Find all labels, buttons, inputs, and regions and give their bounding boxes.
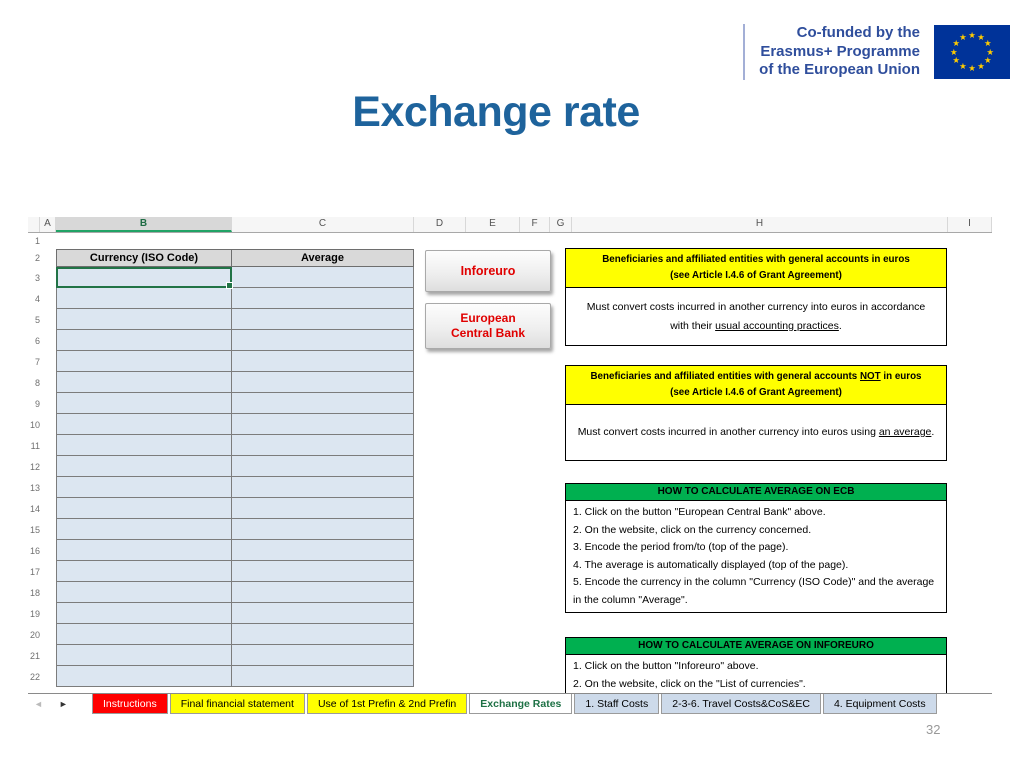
tab-equipment-costs[interactable]: 4. Equipment Costs [823, 694, 937, 714]
row-number[interactable]: 19 [29, 608, 40, 619]
ecb-step-3: 3. Encode the period from/to (top of the page). [573, 541, 789, 553]
row-number[interactable]: 15 [29, 524, 40, 535]
currency-cell[interactable] [56, 267, 232, 288]
row-number[interactable]: 11 [30, 440, 40, 451]
ecb-step-1: 1. Click on the button "European Central Bank" above. [573, 506, 826, 518]
cell-a [40, 288, 56, 309]
currency-cell[interactable] [56, 603, 232, 624]
average-cell[interactable] [232, 666, 414, 687]
header-cell-average[interactable]: Average [232, 249, 414, 267]
sheet-tab-bar [28, 693, 992, 714]
slide-title: Exchange rate [352, 88, 640, 136]
grid-row [28, 233, 992, 249]
currency-cell[interactable] [56, 372, 232, 393]
eu-flag [934, 25, 1010, 79]
tab-staff-costs[interactable]: 1. Staff Costs [574, 694, 659, 714]
cell-a [40, 477, 56, 498]
average-cell[interactable] [232, 624, 414, 645]
column-header-a[interactable]: A [40, 217, 56, 232]
average-cell[interactable] [232, 330, 414, 351]
not-euros-header-line-1 [566, 369, 946, 385]
inforeuro-button[interactable]: Inforeuro [425, 250, 551, 292]
row-number[interactable]: 1 [34, 236, 40, 246]
cell-a [40, 561, 56, 582]
row-number[interactable]: 4 [34, 293, 40, 304]
currency-cell[interactable] [56, 498, 232, 519]
row-number[interactable]: 5 [34, 314, 40, 325]
cell-a [40, 540, 56, 561]
average-cell[interactable] [232, 435, 414, 456]
cofunded-line-1: Co-funded by the [796, 24, 920, 41]
average-cell[interactable] [232, 309, 414, 330]
cell-a [40, 435, 56, 456]
column-header-i[interactable]: I [948, 217, 992, 232]
not-euros-body-text [566, 423, 946, 442]
currency-cell[interactable] [56, 393, 232, 414]
cell-a [40, 351, 56, 372]
cell-a [40, 603, 56, 624]
not-euros-title-pre: Beneficiaries and affiliated entities with general accounts [590, 371, 860, 382]
row-number[interactable]: 12 [29, 461, 40, 472]
eu-star-icon: ★ [968, 30, 976, 40]
average-cell[interactable] [232, 351, 414, 372]
currency-cell[interactable] [56, 351, 232, 372]
cell-a [40, 498, 56, 519]
cofunded-text [743, 24, 920, 80]
currency-cell[interactable] [56, 309, 232, 330]
row-number[interactable]: 9 [34, 398, 40, 409]
header-cell-currency[interactable]: Currency (ISO Code) [56, 249, 232, 267]
column-header-b[interactable]: B [56, 217, 232, 232]
cell-a [40, 330, 56, 351]
currency-cell[interactable] [56, 561, 232, 582]
eu-star-icon: ★ [959, 32, 967, 43]
not-euros-body-pre: Must convert costs incurred in another currency into euros using [577, 426, 879, 438]
average-cell[interactable] [232, 414, 414, 435]
scroll-tabs-left-icon[interactable]: ◄ [34, 699, 43, 709]
eu-star-icon: ★ [968, 63, 976, 74]
average-cell[interactable] [232, 372, 414, 393]
row-number[interactable]: 21 [29, 650, 40, 661]
not-euros-header-line-2: (see Article I.4.6 of Grant Agreement) [670, 387, 842, 398]
euros-body-pre: Must convert costs incurred in another currency into euros in accordance with their [586, 300, 926, 332]
average-cell[interactable] [232, 603, 414, 624]
currency-cell[interactable] [56, 624, 232, 645]
currency-cell[interactable] [56, 435, 232, 456]
cell-a [40, 309, 56, 330]
column-header-row [28, 217, 992, 233]
cell-a [40, 645, 56, 666]
cell-a [40, 519, 56, 540]
row-number[interactable]: 10 [29, 419, 40, 430]
cell-a [40, 456, 56, 477]
page-number: 32 [926, 722, 941, 737]
ecb-howto-header: HOW TO CALCULATE AVERAGE ON ECB [565, 483, 947, 501]
inforeuro-howto-header: HOW TO CALCULATE AVERAGE ON INFOREURO [565, 637, 947, 655]
average-cell[interactable] [232, 498, 414, 519]
tab-instructions[interactable]: Instructions [92, 694, 168, 714]
euros-header-line-2: (see Article I.4.6 of Grant Agreement) [670, 270, 842, 281]
spreadsheet [28, 217, 992, 693]
average-cell[interactable] [232, 540, 414, 561]
column-header-h[interactable]: H [572, 217, 948, 232]
cell-a [40, 249, 56, 267]
ecb-step-2: 2. On the website, click on the currency concerned. [573, 523, 812, 536]
cell-a [40, 666, 56, 687]
euros-accounts-body [565, 287, 947, 346]
cell-a [40, 393, 56, 414]
eu-star-icon: ★ [952, 38, 960, 49]
column-header-g[interactable]: G [550, 217, 572, 232]
row-number[interactable]: 8 [34, 377, 40, 388]
average-cell[interactable] [232, 582, 414, 603]
not-euros-body-post: . [931, 426, 935, 438]
currency-cell[interactable] [56, 519, 232, 540]
european-central-bank-button[interactable] [425, 303, 551, 349]
average-cell[interactable] [232, 645, 414, 666]
currency-cell[interactable] [56, 330, 232, 351]
currency-cell[interactable] [56, 288, 232, 309]
average-cell[interactable] [232, 519, 414, 540]
eu-star-icon: ★ [949, 46, 958, 57]
tab-navigation [28, 694, 92, 714]
currency-cell[interactable] [56, 582, 232, 603]
average-cell[interactable] [232, 267, 414, 288]
tab-use-of-prefin[interactable]: Use of 1st Prefin & 2nd Prefin [307, 694, 467, 714]
average-cell[interactable] [232, 288, 414, 309]
average-cell[interactable] [232, 561, 414, 582]
row-number[interactable]: 20 [29, 629, 40, 640]
inforeuro-step-1: 1. Click on the button "Inforeuro" above. [573, 660, 759, 672]
row-number[interactable]: 6 [34, 335, 40, 346]
select-all-corner[interactable] [28, 217, 40, 232]
cofunded-line-2: Erasmus+ Programme [760, 42, 920, 60]
not-euros-accounts-header [565, 365, 947, 405]
column-header-e[interactable]: E [466, 217, 520, 232]
row-number[interactable]: 7 [34, 356, 40, 367]
average-cell[interactable] [232, 477, 414, 498]
row-number[interactable]: 22 [29, 671, 40, 682]
currency-cell[interactable] [56, 456, 232, 477]
cell-a [40, 582, 56, 603]
average-cell[interactable] [232, 393, 414, 414]
eu-star-icon: ★ [959, 61, 967, 72]
cofunded-line-3: of the European Union [759, 61, 920, 78]
inforeuro-step-2: 2. On the website, click on the "List of currencies". [573, 677, 806, 690]
eu-star-icon: ★ [977, 32, 985, 43]
currency-cell[interactable] [56, 645, 232, 666]
currency-cell[interactable] [56, 414, 232, 435]
row-number[interactable]: 16 [29, 545, 40, 556]
row-number[interactable]: 13 [29, 482, 40, 493]
column-header-f[interactable]: F [520, 217, 550, 232]
ecb-step-5: 5. Encode the currency in the column "Currency (ISO Code)" and the average in the column "Average". [573, 576, 935, 606]
tab-final-financial-statement[interactable]: Final financial statement [170, 694, 305, 714]
euros-body-text [566, 298, 946, 336]
row-number[interactable]: 2 [34, 253, 40, 263]
inforeuro-howto-steps [565, 654, 947, 693]
row-number[interactable]: 3 [34, 272, 40, 283]
euros-body-post: . [838, 319, 842, 332]
column-header-c[interactable]: C [232, 217, 414, 232]
currency-cell[interactable] [56, 477, 232, 498]
average-cell[interactable] [232, 456, 414, 477]
accounting-practices-link[interactable]: usual accounting practices [715, 319, 839, 332]
eu-star-icon: ★ [952, 55, 960, 66]
cell-a [40, 414, 56, 435]
row-number[interactable]: 17 [29, 566, 40, 577]
ecb-howto-steps [565, 500, 947, 613]
eu-star-icon: ★ [983, 55, 992, 66]
tab-exchange-rates[interactable]: Exchange Rates [469, 694, 572, 714]
an-average-link[interactable]: an average [878, 426, 932, 438]
ecb-step-4: 4. The average is automatically displayed (top of the page). [573, 558, 849, 571]
currency-cell[interactable] [56, 540, 232, 561]
eu-star-icon: ★ [977, 61, 985, 72]
cell-a [40, 267, 56, 288]
row-number[interactable]: 18 [29, 587, 40, 598]
cell-a [40, 372, 56, 393]
ecb-button-line-2: Central Bank [450, 326, 526, 340]
eu-cofunded-branding [743, 24, 1010, 80]
tab-travel-costs[interactable]: 2-3-6. Travel Costs&CoS&EC [661, 694, 821, 714]
currency-cell[interactable] [56, 666, 232, 687]
column-header-d[interactable]: D [414, 217, 466, 232]
not-euros-title-post: in euros [880, 371, 922, 382]
ecb-button-line-1: European [460, 311, 516, 325]
eu-star-icon: ★ [986, 46, 995, 57]
row-number[interactable]: 14 [29, 503, 40, 514]
not-euros-accounts-body [565, 404, 947, 461]
not-emphasis: NOT [859, 371, 881, 382]
cell-a [40, 624, 56, 645]
euros-header-line-1: Beneficiaries and affiliated entities with general accounts in euros [602, 254, 910, 265]
euros-accounts-header [565, 248, 947, 288]
eu-star-icon: ★ [983, 38, 992, 49]
scroll-tabs-right-icon[interactable]: ► [58, 699, 68, 709]
